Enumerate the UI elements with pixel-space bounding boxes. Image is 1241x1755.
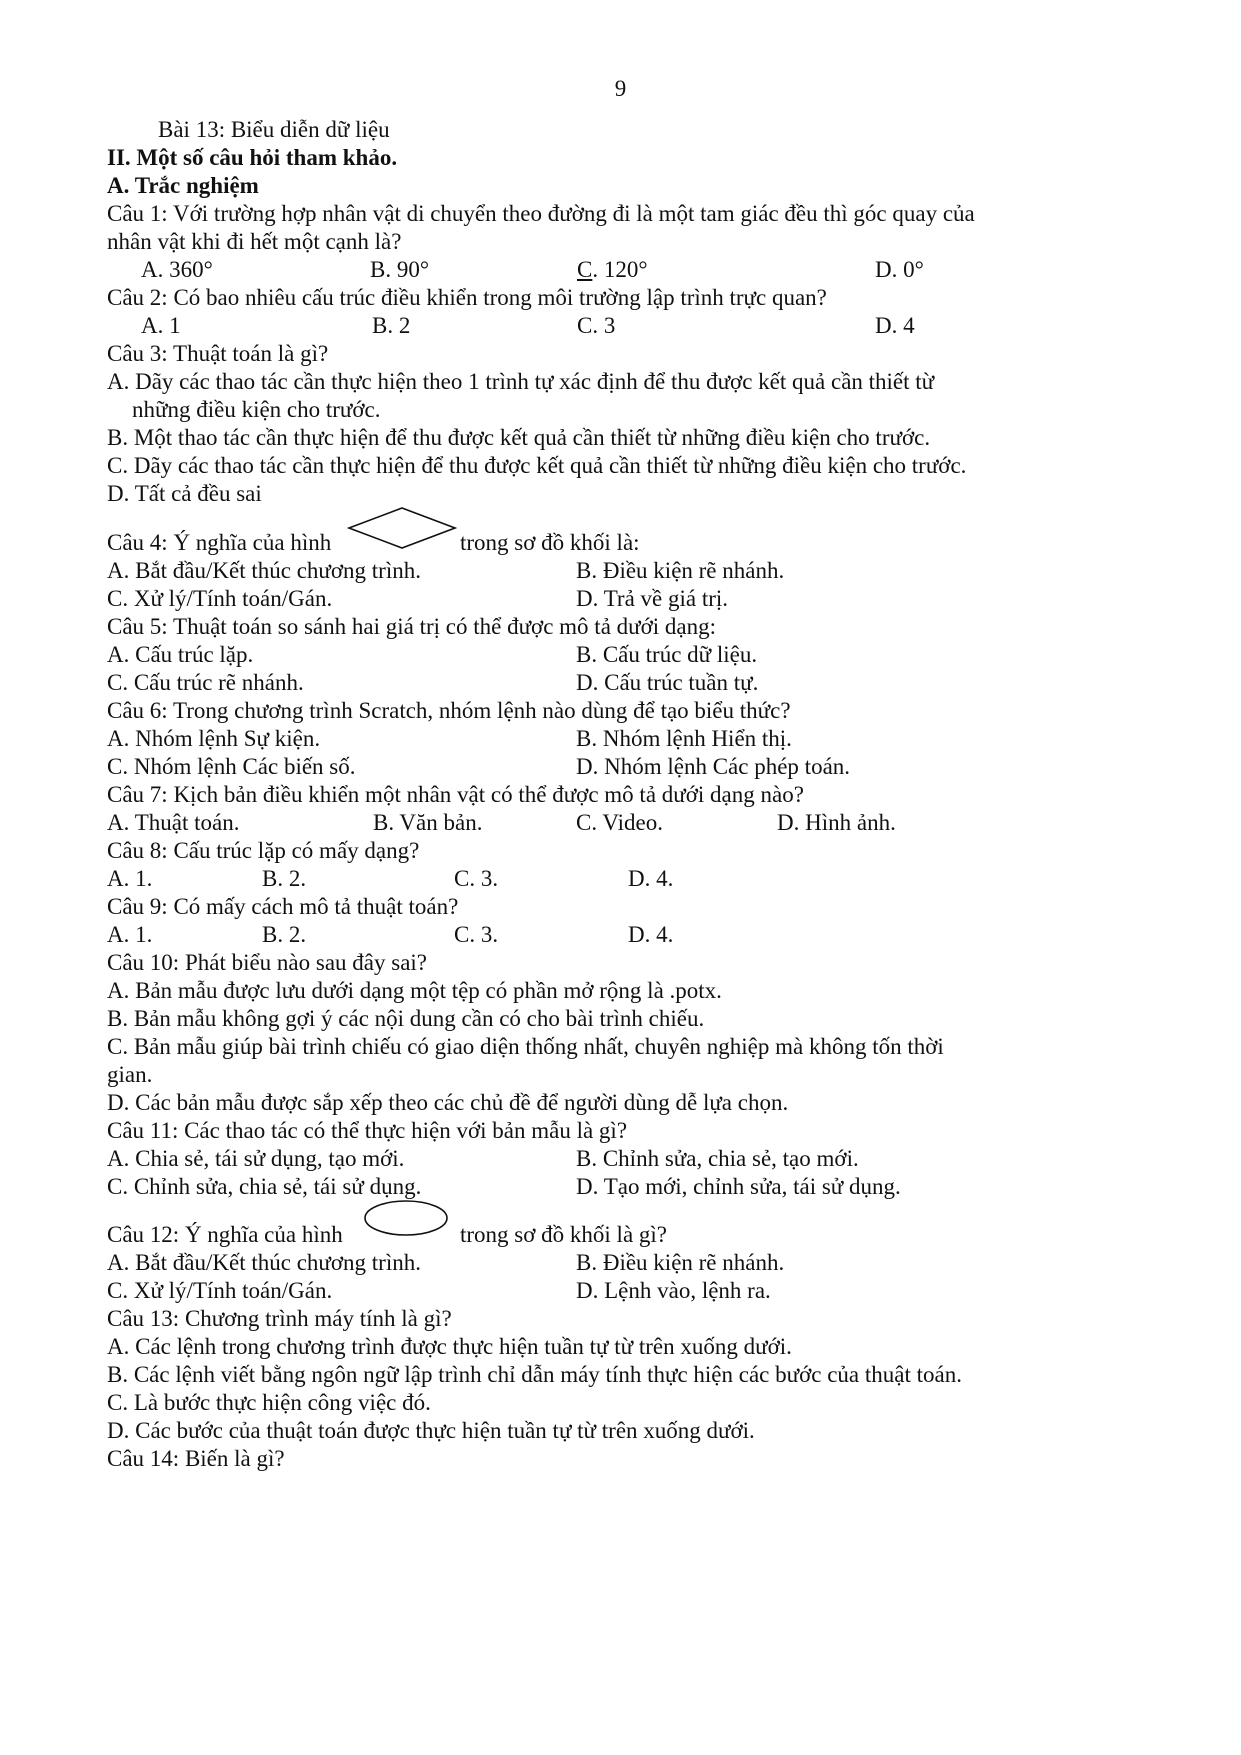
q6-option-c: C. Nhóm lệnh Các biến số.	[107, 754, 356, 779]
q2-option-a: A. 1	[141, 313, 181, 338]
q8-option-d: D. 4.	[628, 866, 674, 891]
q11-option-b: B. Chỉnh sửa, chia sẻ, tạo mới.	[576, 1146, 859, 1171]
q10-option-c: C. Bản mẫu giúp bài trình chiếu có giao diện thống nhất, chuyên nghiệp mà không tốn thời	[107, 1034, 944, 1059]
q13-option-b: B. Các lệnh viết bằng ngôn ngữ lập trình chỉ dẫn máy tính thực hiện các bước của thuật toán.	[107, 1362, 962, 1387]
q5-option-b: B. Cấu trúc dữ liệu.	[576, 642, 758, 667]
q10-option-d: D. Các bản mẫu được sắp xếp theo các chủ đề để người dùng dễ lựa chọn.	[107, 1090, 789, 1115]
q4-option-d: D. Trả về giá trị.	[576, 586, 729, 611]
q11-option-d: D. Tạo mới, chỉnh sửa, tái sử dụng.	[576, 1174, 901, 1199]
question-12-before: Câu 12: Ý nghĩa của hình	[107, 1222, 343, 1247]
q2-option-b: B. 2	[372, 313, 411, 338]
question-13: Câu 13: Chương trình máy tính là gì?	[107, 1306, 452, 1331]
question-12-after: trong sơ đồ khối là gì?	[460, 1222, 667, 1247]
question-1: Câu 1: Với trường hợp nhân vật di chuyển theo đường đi là một tam giác đều thì góc quay của	[107, 201, 975, 226]
question-3: Câu 3: Thuật toán là gì?	[107, 341, 329, 366]
question-10: Câu 10: Phát biểu nào sau đây sai?	[107, 950, 428, 975]
q7-option-d: D. Hình ảnh.	[777, 810, 896, 835]
q10-option-a: A. Bản mẫu được lưu dưới dạng một tệp có phần mở rộng là .potx.	[107, 978, 722, 1003]
q12-option-c: C. Xử lý/Tính toán/Gán.	[107, 1278, 333, 1303]
q2-option-c: C. 3	[577, 313, 616, 338]
q10-option-c-cont: gian.	[107, 1062, 153, 1087]
q10-option-b: B. Bản mẫu không gợi ý các nội dung cần có cho bài trình chiếu.	[107, 1006, 705, 1031]
q12-option-b: B. Điều kiện rẽ nhánh.	[576, 1250, 785, 1275]
question-1-cont: nhân vật khi đi hết một cạnh là?	[107, 229, 402, 254]
q13-option-c: C. Là bước thực hiện công việc đó.	[107, 1390, 431, 1415]
q6-option-d: D. Nhóm lệnh Các phép toán.	[576, 754, 851, 779]
q9-option-d: D. 4.	[628, 922, 674, 947]
q7-option-a: A. Thuật toán.	[107, 810, 240, 835]
q4-option-b: B. Điều kiện rẽ nhánh.	[576, 558, 785, 583]
q8-option-c: C. 3.	[454, 866, 499, 891]
q13-option-d: D. Các bước của thuật toán được thực hiện tuần tự từ trên xuống dưới.	[107, 1418, 755, 1443]
q7-option-b: B. Văn bản.	[373, 810, 483, 835]
question-8: Câu 8: Cấu trúc lặp có mấy dạng?	[107, 838, 420, 863]
q3-option-c: C. Dãy các thao tác cần thực hiện để thu được kết quả cần thiết từ những điều kiện cho trước.	[107, 453, 967, 478]
question-7: Câu 7: Kịch bản điều khiển một nhân vật có thể được mô tả dưới dạng nào?	[107, 782, 804, 807]
ellipse-shape-icon	[362, 1198, 450, 1238]
q8-option-a: A. 1.	[107, 866, 153, 891]
q3-option-d: D. Tất cả đều sai	[107, 481, 262, 506]
q6-option-a: A. Nhóm lệnh Sự kiện.	[107, 726, 321, 751]
section-heading: II. Một số câu hỏi tham khảo.	[107, 145, 398, 170]
q1-option-a: A. 360°	[141, 257, 213, 282]
subsection-heading: A. Trắc nghiệm	[107, 173, 259, 198]
diamond-shape-icon	[347, 505, 457, 551]
lesson-title: Bài 13: Biểu diễn dữ liệu	[158, 117, 390, 142]
q6-option-b: B. Nhóm lệnh Hiển thị.	[576, 726, 792, 751]
question-4-after: trong sơ đồ khối là:	[460, 530, 640, 555]
q5-option-c: C. Cấu trúc rẽ nhánh.	[107, 670, 304, 695]
q1-option-c-letter: C	[577, 257, 593, 282]
q1-option-d: D. 0°	[875, 257, 924, 282]
q8-option-b: B. 2.	[262, 866, 307, 891]
q11-option-c: C. Chỉnh sửa, chia sẻ, tái sử dụng.	[107, 1174, 422, 1199]
q1-option-c	[577, 256, 648, 284]
q2-option-d: D. 4	[875, 313, 915, 338]
question-5: Câu 5: Thuật toán so sánh hai giá trị có thể được mô tả dưới dạng:	[107, 614, 717, 639]
q9-option-a: A. 1.	[107, 922, 153, 947]
q3-option-a: A. Dãy các thao tác cần thực hiện theo 1 trình tự xác định để thu được kết quả cần thiết từ	[107, 369, 935, 394]
q5-option-a: A. Cấu trúc lặp.	[107, 642, 254, 667]
q12-option-d: D. Lệnh vào, lệnh ra.	[576, 1278, 771, 1303]
question-6: Câu 6: Trong chương trình Scratch, nhóm lệnh nào dùng để tạo biểu thức?	[107, 698, 791, 723]
page-number: 9	[614, 76, 627, 101]
q3-option-a-cont: những điều kiện cho trước.	[132, 397, 381, 422]
question-9: Câu 9: Có mấy cách mô tả thuật toán?	[107, 894, 459, 919]
q9-option-c: C. 3.	[454, 922, 499, 947]
question-2: Câu 2: Có bao nhiêu cấu trúc điều khiển trong môi trường lập trình trực quan?	[107, 285, 827, 310]
q9-option-b: B. 2.	[262, 922, 307, 947]
q1-option-b: B. 90°	[370, 257, 430, 282]
question-4-before: Câu 4: Ý nghĩa của hình	[107, 530, 332, 555]
question-14: Câu 14: Biến là gì?	[107, 1446, 285, 1471]
q4-option-a: A. Bắt đầu/Kết thúc chương trình.	[107, 558, 421, 583]
question-11: Câu 11: Các thao tác có thể thực hiện với bản mẫu là gì?	[107, 1118, 628, 1143]
q5-option-d: D. Cấu trúc tuần tự.	[576, 670, 759, 695]
q13-option-a: A. Các lệnh trong chương trình được thực hiện tuần tự từ trên xuống dưới.	[107, 1334, 792, 1359]
q1-option-c-text: . 120°	[592, 257, 648, 282]
q4-option-c: C. Xử lý/Tính toán/Gán.	[107, 586, 333, 611]
q12-option-a: A. Bắt đầu/Kết thúc chương trình.	[107, 1250, 421, 1275]
q11-option-a: A. Chia sẻ, tái sử dụng, tạo mới.	[107, 1146, 405, 1171]
q7-option-c: C. Video.	[576, 810, 664, 835]
q3-option-b: B. Một thao tác cần thực hiện để thu được kết quả cần thiết từ những điều kiện cho trước.	[107, 425, 931, 450]
